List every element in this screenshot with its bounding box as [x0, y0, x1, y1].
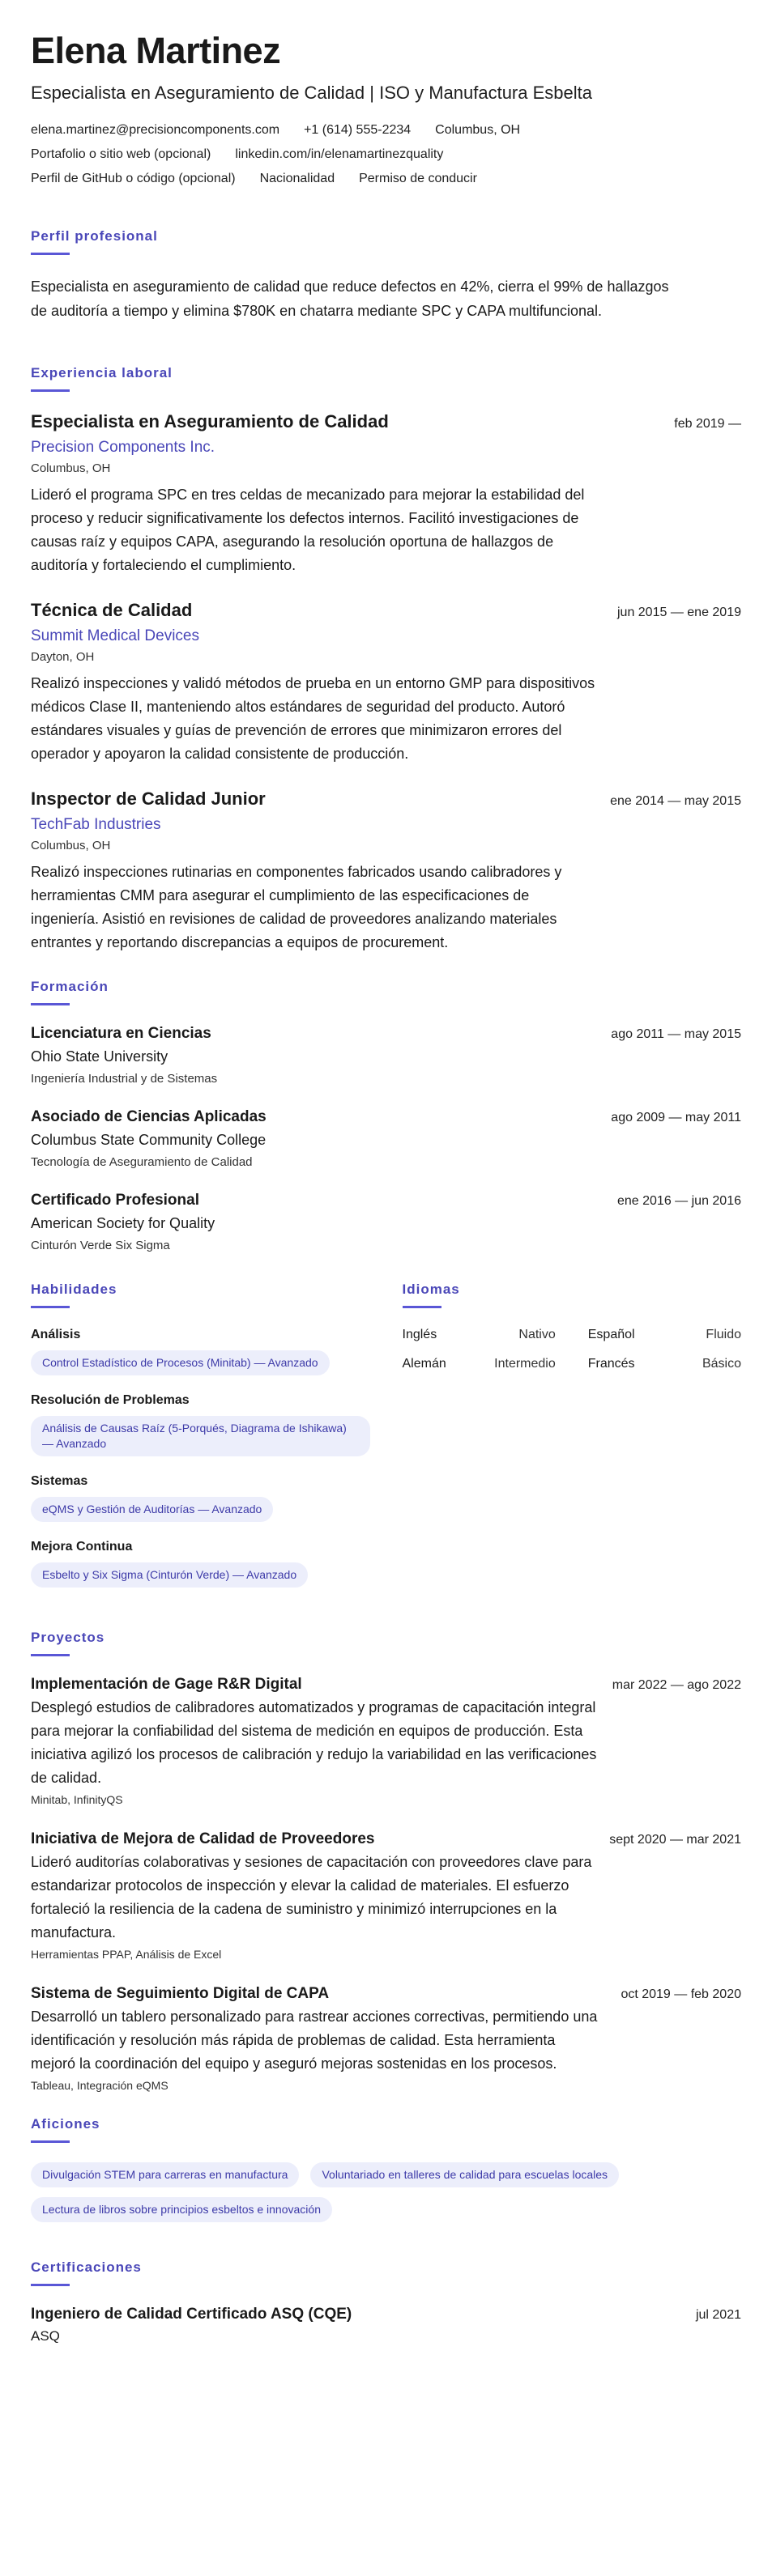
certifications-section	[31, 2259, 741, 2344]
section-title: Aficiones	[31, 2115, 100, 2132]
contact-github[interactable]: Perfil de GitHub o código (opcional)	[31, 171, 236, 185]
certification-name: Ingeniero de Calidad Certificado ASQ (CQE)	[31, 2305, 352, 2323]
experience-entry	[31, 411, 741, 577]
project-description: Lideró auditorías colaborativas y sesiones de capacitación con proveedores clave para estandarizar protocolos de inspección y elevar la calidad de materiales. El esfuerzo fortaleció la resiliencia de la cadena de suministro y minimizó interrupciones en la manufactura.	[31, 1853, 592, 1941]
job-location: Dayton, OH	[31, 649, 95, 664]
language-item	[588, 1357, 741, 1371]
skill-pill: eQMS y Gestión de Auditorías — Avanzado	[31, 1497, 273, 1522]
section-divider	[31, 389, 70, 392]
job-dates: ene 2014 — may 2015	[610, 793, 741, 808]
candidate-headline: Especialista en Aseguramiento de Calidad | ISO y Manufactura Esbelta	[31, 82, 592, 103]
section-title: Proyectos	[31, 1629, 105, 1645]
languages-column	[403, 1282, 742, 1605]
hobby-pill: Divulgación STEM para carreras en manufactura	[31, 2162, 299, 2187]
profile-section	[31, 228, 741, 323]
school-name: American Society for Quality	[31, 1214, 215, 1231]
contact-extra	[31, 172, 741, 186]
education-section	[31, 979, 741, 1252]
contact-portfolio[interactable]: Portafolio o sitio web (opcional)	[31, 147, 211, 161]
language-level: Intermedio	[494, 1356, 556, 1371]
section-divider	[31, 2284, 70, 2286]
language-level: Básico	[702, 1356, 741, 1371]
contact-license: Permiso de conducir	[359, 171, 477, 185]
education-entry	[31, 1108, 741, 1169]
language-level: Nativo	[518, 1327, 556, 1341]
education-dates: ago 2011 — may 2015	[611, 1027, 741, 1041]
language-item	[403, 1328, 556, 1342]
project-dates: oct 2019 — feb 2020	[621, 1987, 741, 2001]
skill-pill: Esbelto y Six Sigma (Cinturón Verde) — Avanzado	[31, 1562, 308, 1588]
company-name: Precision Components Inc.	[31, 438, 215, 456]
project-tools: Tableau, Integración eQMS	[31, 2078, 168, 2092]
school-name: Ohio State University	[31, 1048, 168, 1065]
hobby-pill: Lectura de libros sobre principios esbeltos e innovación	[31, 2197, 332, 2222]
language-name: Español	[587, 1327, 635, 1341]
company-name: TechFab Industries	[31, 815, 161, 833]
section-title: Certificaciones	[31, 2259, 142, 2275]
section-divider	[403, 1306, 441, 1308]
contact-location: Columbus, OH	[435, 122, 521, 137]
job-description: Lideró el programa SPC en tres celdas de mecanizado para mejorar la estabilidad del proceso y reducir significativamente los defectos internos. Facilitó investigaciones de causas raíz y equipos CAPA, asegurando la resolución oportuna de hallazgos de auditoría y fortaleciendo el cumplimiento.	[31, 486, 585, 573]
company-name: Summit Medical Devices	[31, 627, 199, 644]
hobbies-section	[31, 2116, 741, 2222]
section-divider	[31, 253, 70, 255]
experience-entry	[31, 600, 741, 766]
language-name: Francés	[587, 1356, 635, 1371]
degree-title: Certificado Profesional	[31, 1191, 199, 1209]
contact-phone[interactable]: +1 (614) 555-2234	[304, 122, 412, 137]
project-entry	[31, 1830, 741, 1961]
language-item	[403, 1357, 556, 1371]
skill-group	[31, 1540, 370, 1588]
education-entry	[31, 1025, 741, 1086]
contact-nationality: Nacionalidad	[259, 171, 335, 185]
degree-title: Licenciatura en Ciencias	[31, 1024, 211, 1042]
study-field: Cinturón Verde Six Sigma	[31, 1238, 170, 1252]
section-divider	[31, 1003, 70, 1005]
projects-section	[31, 1630, 741, 2092]
language-item	[588, 1328, 741, 1342]
skills-languages-section	[31, 1282, 741, 1605]
education-dates: ene 2016 — jun 2016	[616, 1193, 741, 1208]
certification-date: jul 2021	[695, 2307, 741, 2322]
project-name: Implementación de Gage R&R Digital	[31, 1675, 302, 1693]
skill-group	[31, 1474, 370, 1522]
skill-group	[31, 1393, 370, 1456]
education-dates: ago 2009 — may 2011	[611, 1110, 741, 1124]
section-title: Perfil profesional	[31, 227, 158, 244]
resume-header	[31, 31, 741, 186]
job-description: Realizó inspecciones rutinarias en componentes fabricados usando calibradores y herramientas CMM para asegurar el cumplimiento de las especificaciones de ingeniería. Asistió en revisiones de calidad de proveedores analizando materiales entrantes y reportando discrepancias a equipos de procurement.	[31, 863, 562, 950]
degree-title: Asociado de Ciencias Aplicadas	[31, 1107, 267, 1125]
skill-pill: Control Estadístico de Procesos (Minitab) — Avanzado	[31, 1350, 330, 1375]
study-field: Tecnología de Aseguramiento de Calidad	[31, 1154, 253, 1169]
job-title: Técnica de Calidad	[31, 599, 193, 620]
project-tools: Minitab, InfinityQS	[31, 1792, 123, 1806]
project-dates: mar 2022 — ago 2022	[612, 1677, 741, 1692]
section-divider	[31, 1654, 70, 1656]
project-description: Desplegó estudios de calibradores automatizados y programas de capacitación integral para mejorar la confiabilidad del sistema de medición en equipos de producción. Esta iniciativa agilizó los procesos de calibración y redujo la variabilidad en las verificaciones de calidad.	[31, 1698, 597, 1786]
job-location: Columbus, OH	[31, 838, 111, 852]
language-level: Fluido	[706, 1327, 741, 1341]
job-description: Realizó inspecciones y validó métodos de prueba en un entorno GMP para dispositivos médicos Clase II, manteniendo altos estándares de seguridad del producto. Autoró estándares visuales y guías de prevención de errores que minimizaron errores del operador y apoyaron la calidad consistente de producción.	[31, 674, 595, 762]
contact-email[interactable]: elena.martinez@precisioncomponents.com	[31, 122, 280, 137]
skill-group	[31, 1328, 370, 1375]
language-name: Inglés	[402, 1327, 437, 1341]
project-description: Desarrolló un tablero personalizado para rastrear acciones correctivas, permitiendo una identificación y resolución más rápida de problemas de calidad. Esta herramienta mejoró la coordinación del equipo y aseguró mejoras sostenidas en los procesos.	[31, 2008, 598, 2072]
education-entry	[31, 1192, 741, 1252]
skill-category: Resolución de Problemas	[31, 1392, 190, 1407]
profile-summary: Especialista en aseguramiento de calidad que reduce defectos en 42%, cierra el 99% de hallazgos de auditoría a tiempo y elimina $780K en chatarra mediante SPC y CAPA multifuncional.	[31, 278, 669, 319]
skill-category: Mejora Continua	[31, 1539, 133, 1554]
language-name: Alemán	[402, 1356, 446, 1371]
skill-category: Sistemas	[31, 1473, 88, 1488]
skills-column	[31, 1282, 370, 1605]
language-list	[403, 1328, 742, 1371]
section-title: Experiencia laboral	[31, 364, 173, 380]
job-dates: feb 2019 —	[674, 416, 741, 431]
job-title: Inspector de Calidad Junior	[31, 788, 266, 809]
project-name: Iniciativa de Mejora de Calidad de Proveedores	[31, 1830, 375, 1847]
certification-issuer: ASQ	[31, 2327, 60, 2344]
contact-links	[31, 147, 741, 162]
job-dates: jun 2015 — ene 2019	[616, 605, 741, 619]
project-name: Sistema de Seguimiento Digital de CAPA	[31, 1984, 330, 2002]
project-entry	[31, 1985, 741, 2092]
contact-info	[31, 123, 741, 138]
section-title: Idiomas	[402, 1281, 460, 1297]
hobby-list	[31, 2162, 695, 2222]
certification-entry	[31, 2306, 741, 2344]
school-name: Columbus State Community College	[31, 1131, 267, 1148]
contact-linkedin[interactable]: linkedin.com/in/elenamartinezquality	[235, 147, 444, 161]
job-title: Especialista en Aseguramiento de Calidad	[31, 410, 389, 431]
candidate-name: Elena Martinez	[31, 30, 281, 71]
section-title: Formación	[31, 978, 109, 994]
study-field: Ingeniería Industrial y de Sistemas	[31, 1071, 218, 1086]
section-divider	[31, 2140, 70, 2143]
experience-entry	[31, 789, 741, 954]
project-tools: Herramientas PPAP, Análisis de Excel	[31, 1947, 222, 1961]
hobby-pill: Voluntariado en talleres de calidad para escuelas locales	[310, 2162, 619, 2187]
experience-section	[31, 365, 741, 954]
project-dates: sept 2020 — mar 2021	[609, 1832, 741, 1847]
section-title: Habilidades	[31, 1281, 117, 1297]
section-divider	[31, 1306, 70, 1308]
skill-pill: Análisis de Causas Raíz (5-Porqués, Diagrama de Ishikawa) — Avanzado	[31, 1416, 370, 1456]
project-entry	[31, 1676, 741, 1806]
skill-category: Análisis	[31, 1327, 81, 1341]
job-location: Columbus, OH	[31, 461, 111, 475]
